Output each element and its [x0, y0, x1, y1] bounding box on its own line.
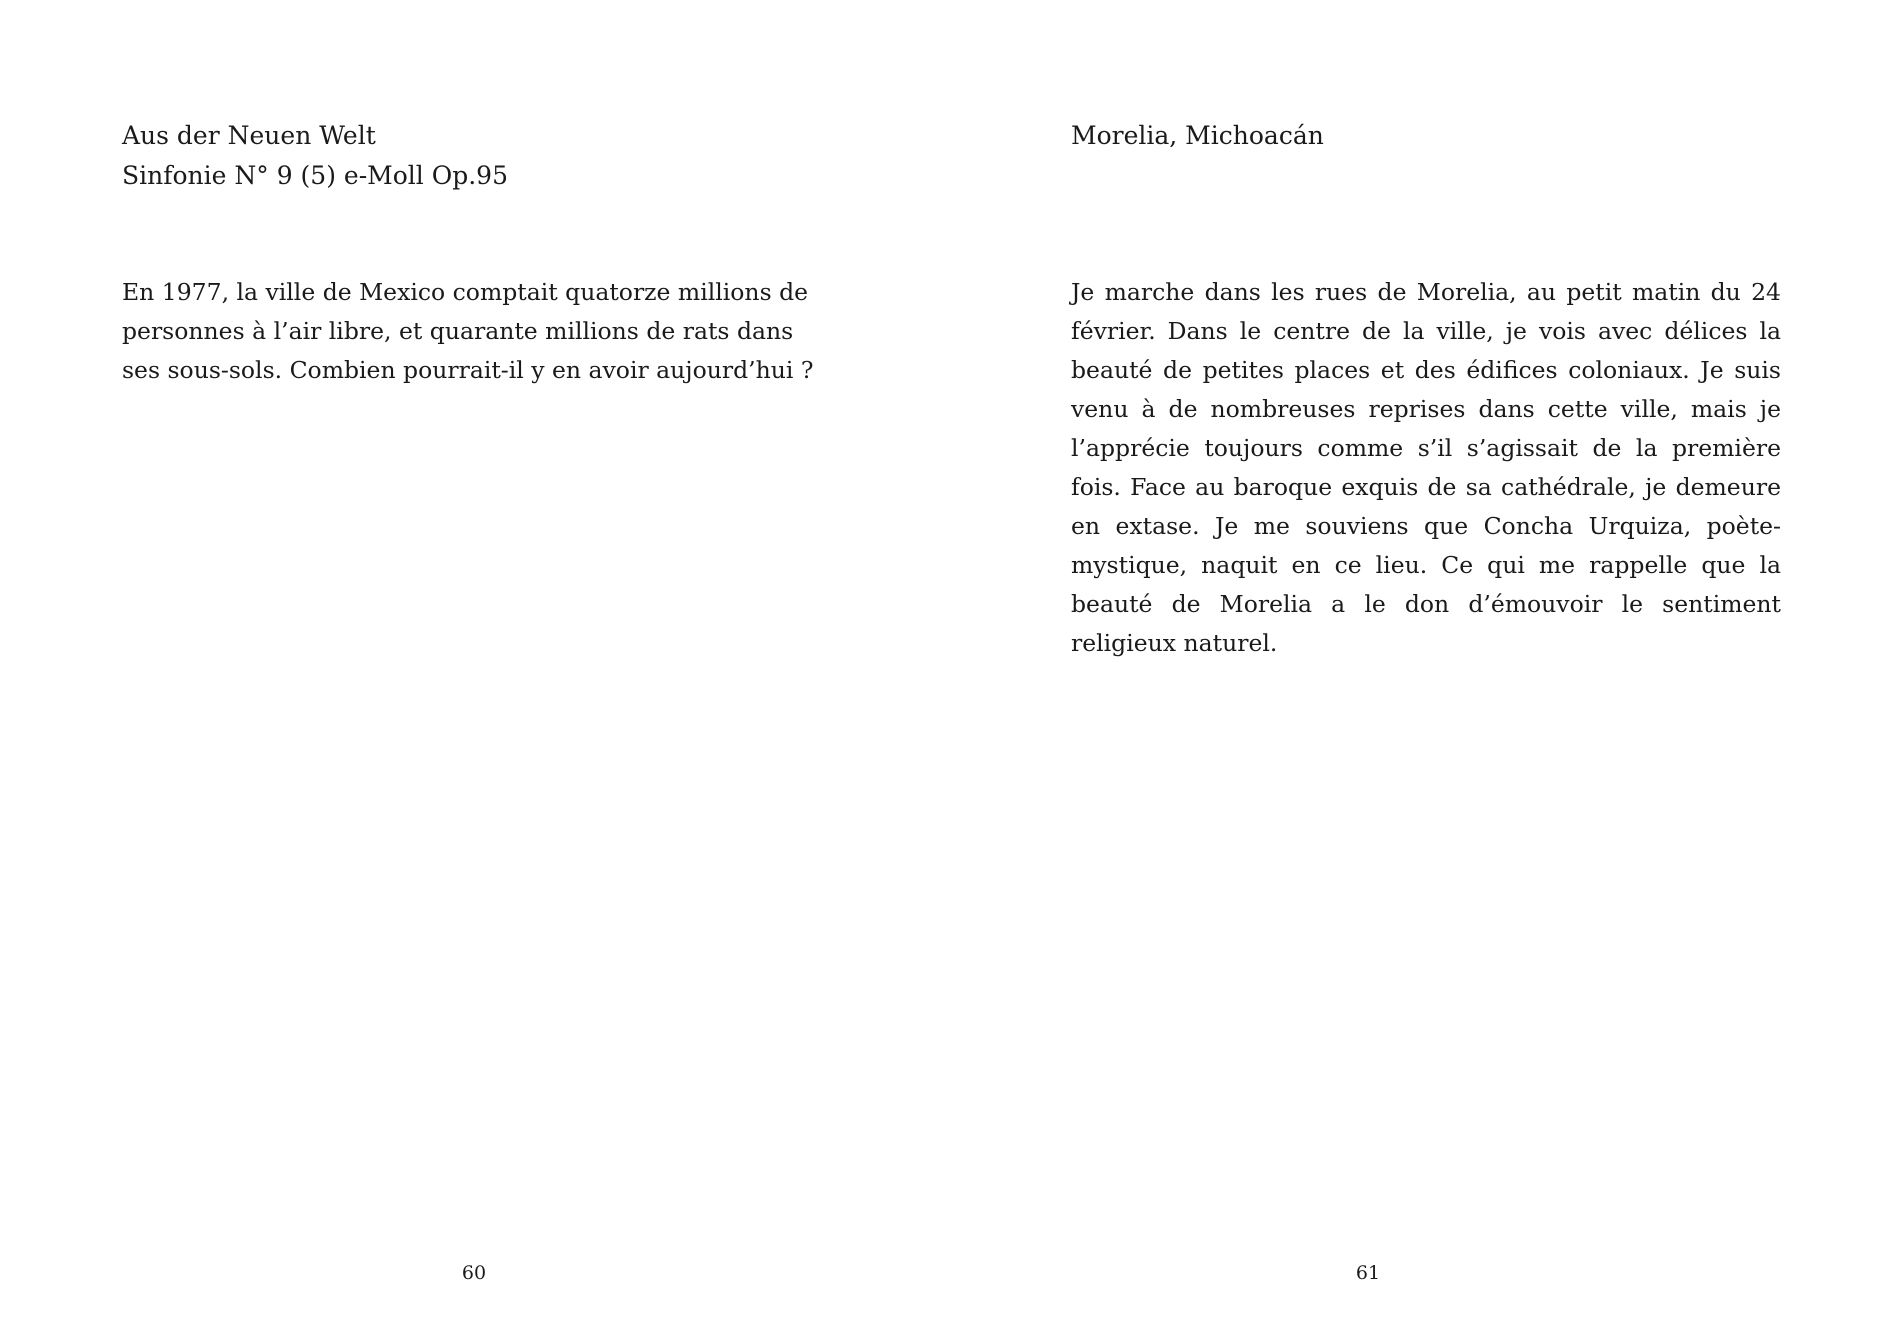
page-number-left: 60 — [461, 1262, 487, 1284]
title-line-1: Aus der Neuen Welt — [122, 121, 376, 150]
page-number-right: 61 — [1355, 1262, 1381, 1284]
right-page-body: Je marche dans les rues de Morelia, au petit matin du 24 février. Dans le centre de la ville, je vois avec délices la beauté de petites places et des édifices coloniaux. Je suis venu à de nombreuses reprises dans cette ville, mais je l’apprécie toujours comme s’il s’agissait de la première fois. Face au baroque exquis de sa cathédrale, je demeure en extase. Je me souviens que Concha Urquiza, poète-mystique, naquit en ce lieu. Ce qui me rappelle que la beauté de Morelia a le don d’émouvoir le sentiment religieux naturel. — [1071, 278, 1781, 657]
left-page-body: En 1977, la ville de Mexico comptait quatorze millions de personnes à l’air libre, et quarante millions de rats dans ses sous-sols. Combien pourrait-il y en avoir aujourd’hui ? — [122, 278, 814, 384]
right-page — [945, 0, 1890, 1339]
title-line-2: Sinfonie N° 9 (5) e-Moll Op.95 — [122, 161, 508, 190]
title-line-1: Morelia, Michoacán — [1071, 121, 1324, 150]
right-page-title — [1071, 116, 1324, 156]
left-page-title — [122, 116, 508, 196]
